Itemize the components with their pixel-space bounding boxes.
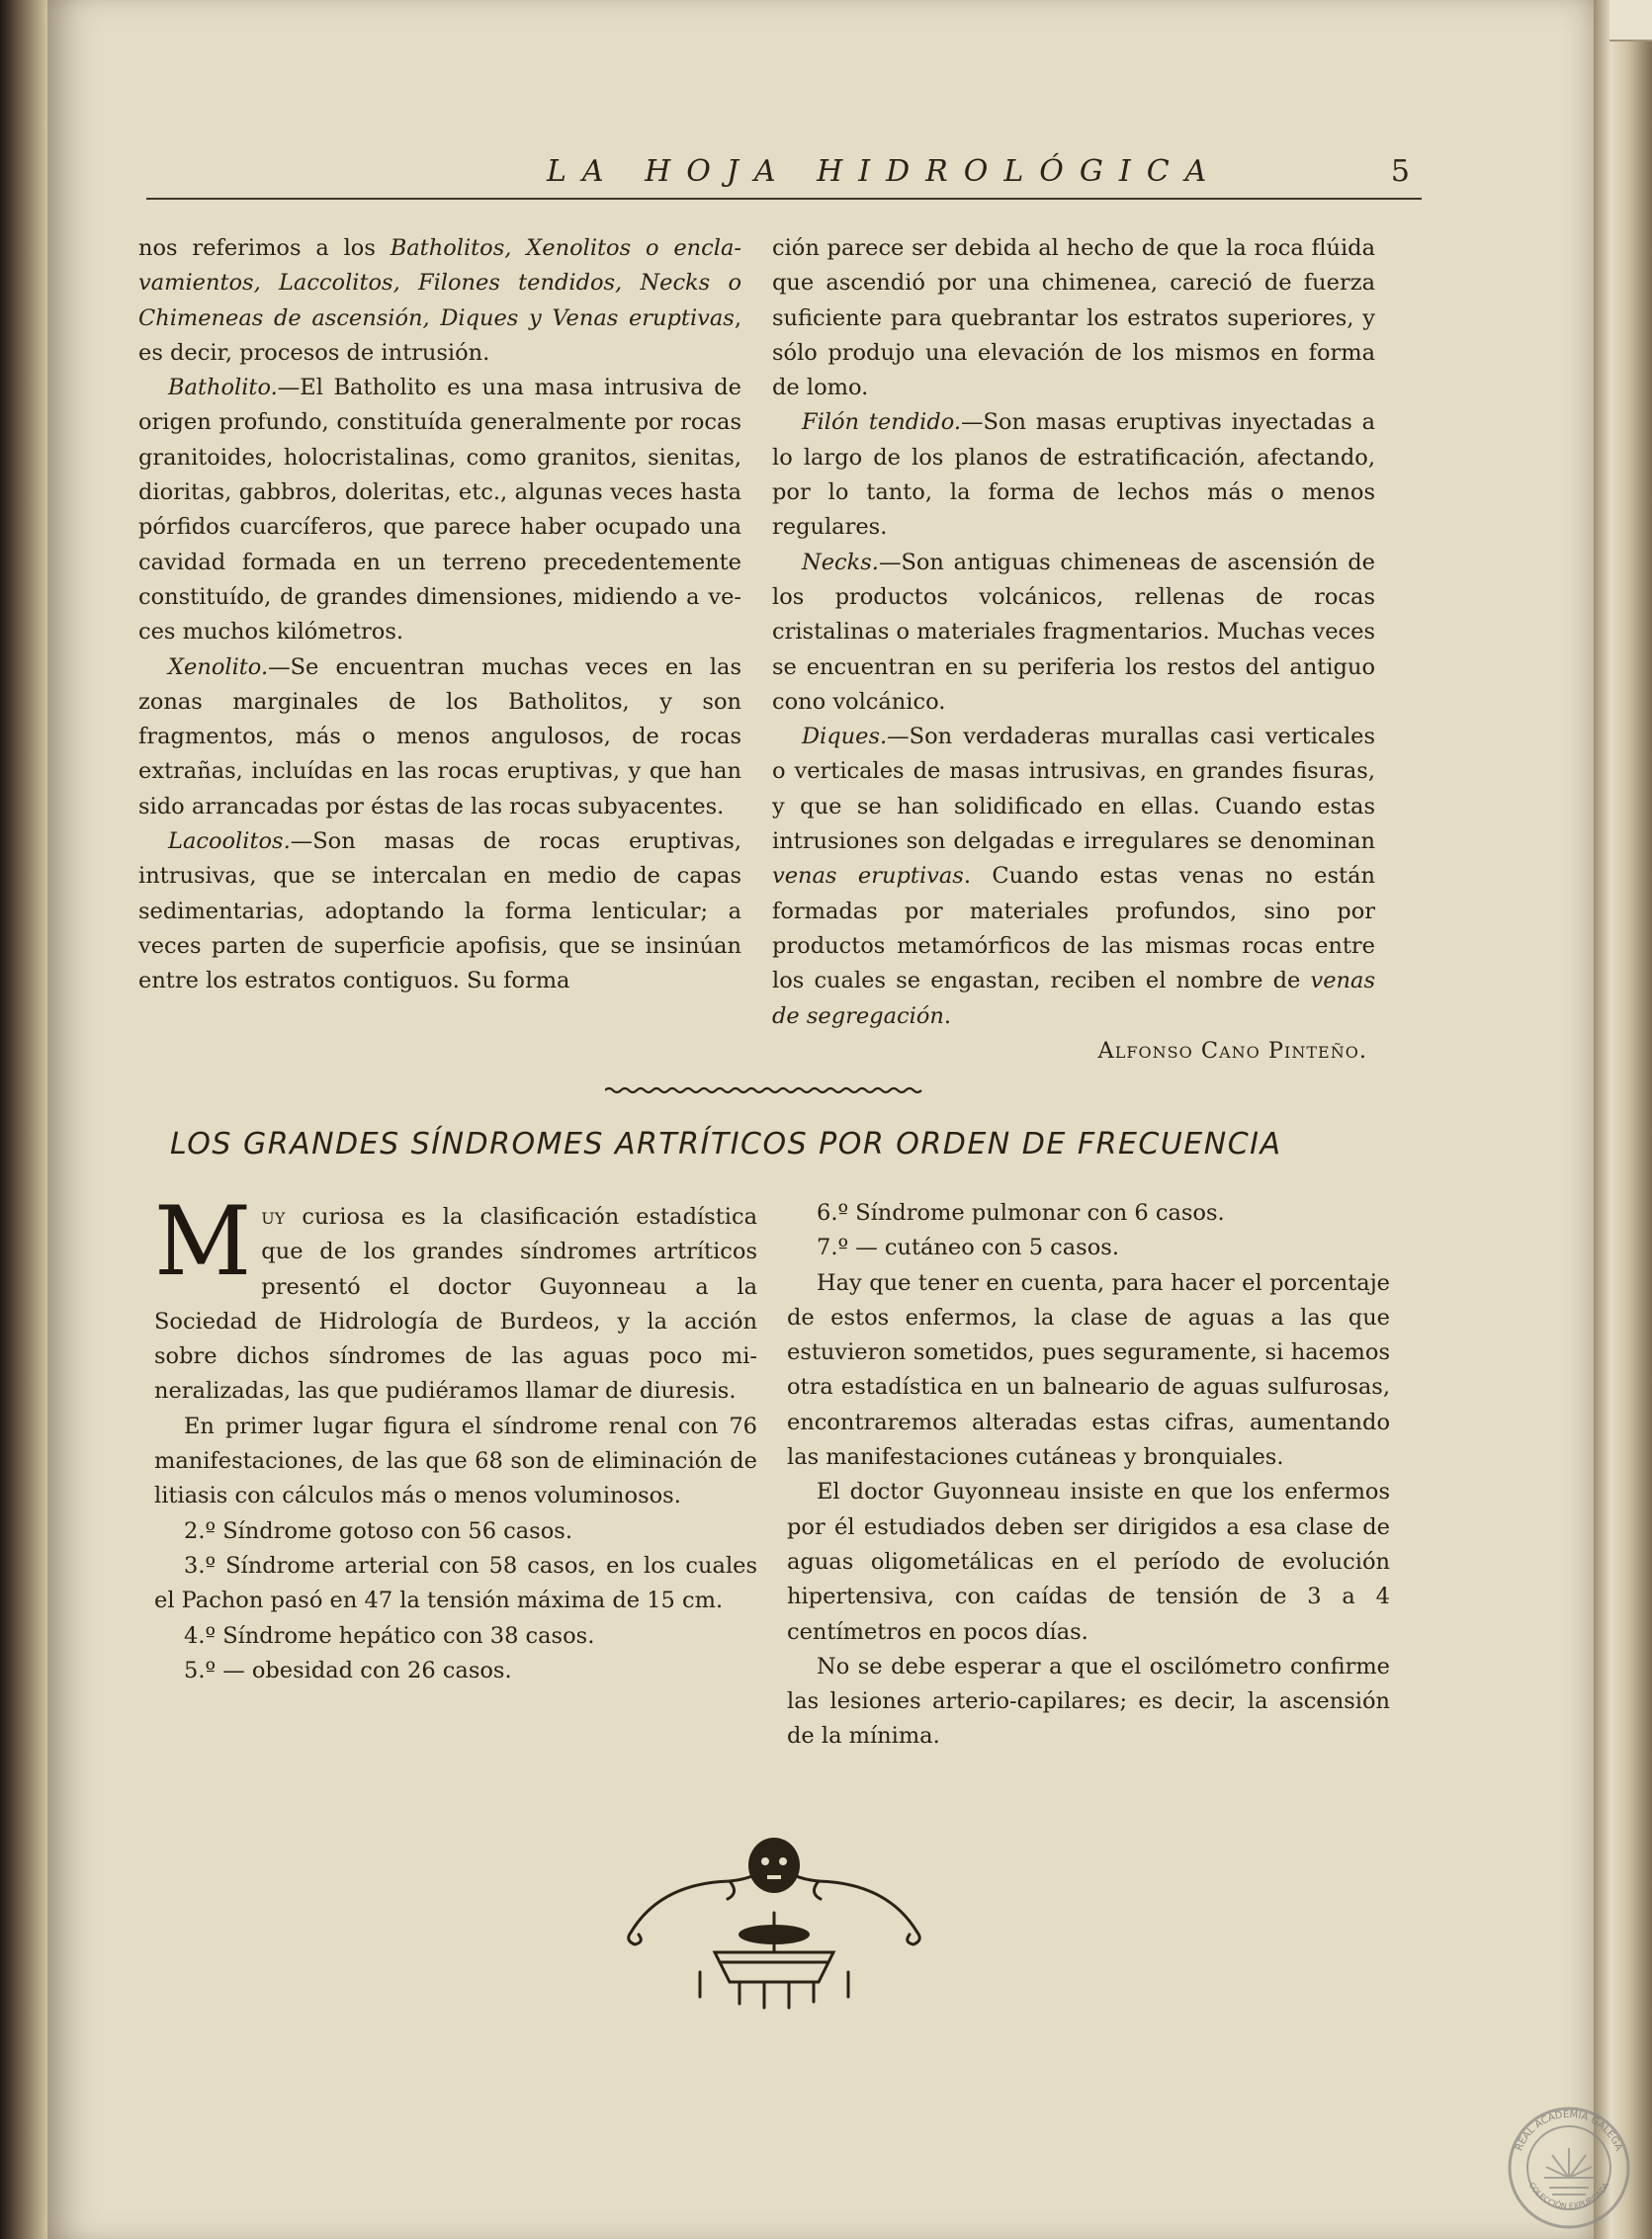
article1-right-column	[772, 231, 1375, 1069]
stamp-text-bottom: COLECCIÓN EXPURGADA	[1526, 2181, 1611, 2211]
paragraph: ción parece ser debida al hecho de que la roca flúida que ascendió por una chimenea, careció de fuerza suficiente para quebrantar los estratos superiores, y sólo produjo una elevación de los mismos en forma de lomo.	[772, 235, 1375, 401]
drop-cap: M	[154, 1186, 252, 1297]
paper-slip	[1609, 0, 1652, 42]
paragraph-intro: Muy curiosa es la clasificación estadística que de los grandes síndromes artríticos presentó el doctor Guyonneau a la Sociedad de Hidrología de Burdeos, y la acción sobre dichos síndromes de las aguas poco mineralizadas, las que pudiéramos llamar de diuresis.	[154, 1186, 757, 1405]
paragraph: No se debe esperar a que el oscilómetro confirme las lesiones arterio-capilares; es decir, la ascensión de la mínima.	[787, 1653, 1390, 1750]
list-item: 6.º Síndrome pulmonar con 6 casos.	[817, 1200, 1225, 1226]
book-gutter-left	[0, 0, 47, 2239]
paragraph: nos referimos a los Batholitos, Xenolitos o enclavamientos, Laccolitos, Filones tendidos, Necks o Chimeneas de ascensión, Diques y Venas eruptivas, es decir, procesos de intrusión.	[138, 235, 741, 366]
paragraph-batholito: Batholito.—El Batholito es una masa intrusiva de origen profundo, constituída generalmente por rocas granitoides, holocristalinas, como granitos, sienitas, dioritas, gabbros, doleritas, etc., algunas veces hasta pórfidos cuarcíferos, que parece haber ocupado una cavidad formada en un terreno precedentemente constituído, de grandes dimensiones, midiendo a veces muchos kilómetros.	[138, 375, 741, 646]
article1-left-column	[138, 231, 741, 999]
list-item: 2.º Síndrome gotoso con 56 casos.	[184, 1517, 572, 1544]
wavy-divider	[605, 1085, 925, 1095]
paragraph: En primer lugar figura el síndrome renal con 76 manifestaciones, de las que 68 son de eliminación de litiasis con cálculos más o menos voluminosos.	[154, 1413, 757, 1509]
paragraph: El doctor Guyonneau insiste en que los enfermos por él estudiados deben ser dirigidos a esa clase de aguas oligometálicas en el período de evolución hipertensiva, con caídas de tensión de 3 a 4 centímetros en pocos días.	[787, 1479, 1390, 1645]
article2-left-column	[154, 1186, 757, 1688]
stamp-text-top: REAL ACADEMIA GALEGA	[1514, 2109, 1624, 2153]
list-item: 5.º — obesidad con 26 casos.	[184, 1657, 512, 1683]
fountain-ornament-icon	[621, 1824, 927, 2012]
page-number: 5	[1390, 154, 1410, 189]
paragraph-necks: Necks.—Son antiguas chimeneas de ascensión de los productos volcánicos, rellenas de rocas cristalinas o materiales fragmentarios. Muchas veces se encuentran en su periferia los restos del antiguo cono volcánico.	[772, 549, 1376, 715]
svg-text:COLECCIÓN EXPURGADA	[1527, 2181, 1611, 2211]
paragraph-filon: Filón tendido.—Son masas eruptivas inyectadas a lo largo de los planos de estratificación, afectando, por lo tanto, la forma de lechos más o menos regulares.	[772, 409, 1375, 541]
book-edge-right	[1594, 0, 1652, 2239]
author-signature: Alfonso Cano Pinteño.	[1097, 1037, 1367, 1064]
page-header	[146, 148, 1422, 200]
article2-title: LOS GRANDES SÍNDROMES ARTRÍTICOS POR ORDEN DE FRECUENCIA	[170, 1127, 1282, 1162]
running-title: LA HOJA HIDROLÓGICA	[547, 154, 1223, 189]
svg-text:REAL ACADEMIA GALEGA	[1514, 2110, 1623, 2153]
library-stamp-icon	[1505, 2104, 1633, 2232]
list-item: 3.º Síndrome arterial con 58 casos, en los cuales el Pachon pasó en 47 la tensión máxima de 15 cm.	[154, 1552, 757, 1614]
page-sheet	[47, 0, 1624, 2239]
list-item: 7.º — cutáneo con 5 casos.	[817, 1235, 1119, 1261]
list-item: 4.º Síndrome hepático con 38 casos.	[184, 1622, 595, 1649]
article2-right-column	[787, 1196, 1390, 1755]
paragraph-diques: Diques.—Son verdaderas murallas casi verticales o verticales de masas intrusivas, en grandes fisuras, y que se han solidificado en ellas. Cuando estas intrusiones son delgadas e irregulares se denominan venas eruptivas. Cuando estas venas no están formadas por materiales profundos, sino por productos metamórficos de las mismas rocas entre los cuales se engastan, reciben el nombre de venas de segregación.	[772, 724, 1375, 1029]
paragraph-xenolito: Xenolito.—Se encuentran muchas veces en las zonas marginales de los Batholitos, y son fragmentos, más o menos angulosos, de rocas extrañas, incluídas en las rocas eruptivas, y que han sido arrancadas por éstas de las rocas subyacentes.	[138, 653, 741, 819]
paragraph: Hay que tener en cuenta, para hacer el porcentaje de estos enfermos, la clase de aguas a las que estuvieron sometidos, pues seguramente, si hacemos otra estadística en un balneario de aguas sulfurosas, encontraremos alteradas estas cifras, aumentando las manifestaciones cutáneas y bronquiales.	[787, 1269, 1390, 1471]
paragraph-lacoolitos: Lacoolitos.—Son masas de rocas eruptivas, intrusivas, que se intercalan en medio de capas sedimentarias, adoptando la forma lenticular; a veces parten de superficie apofisis, que se insinúan entre los estratos contiguos. Su forma	[138, 828, 741, 994]
